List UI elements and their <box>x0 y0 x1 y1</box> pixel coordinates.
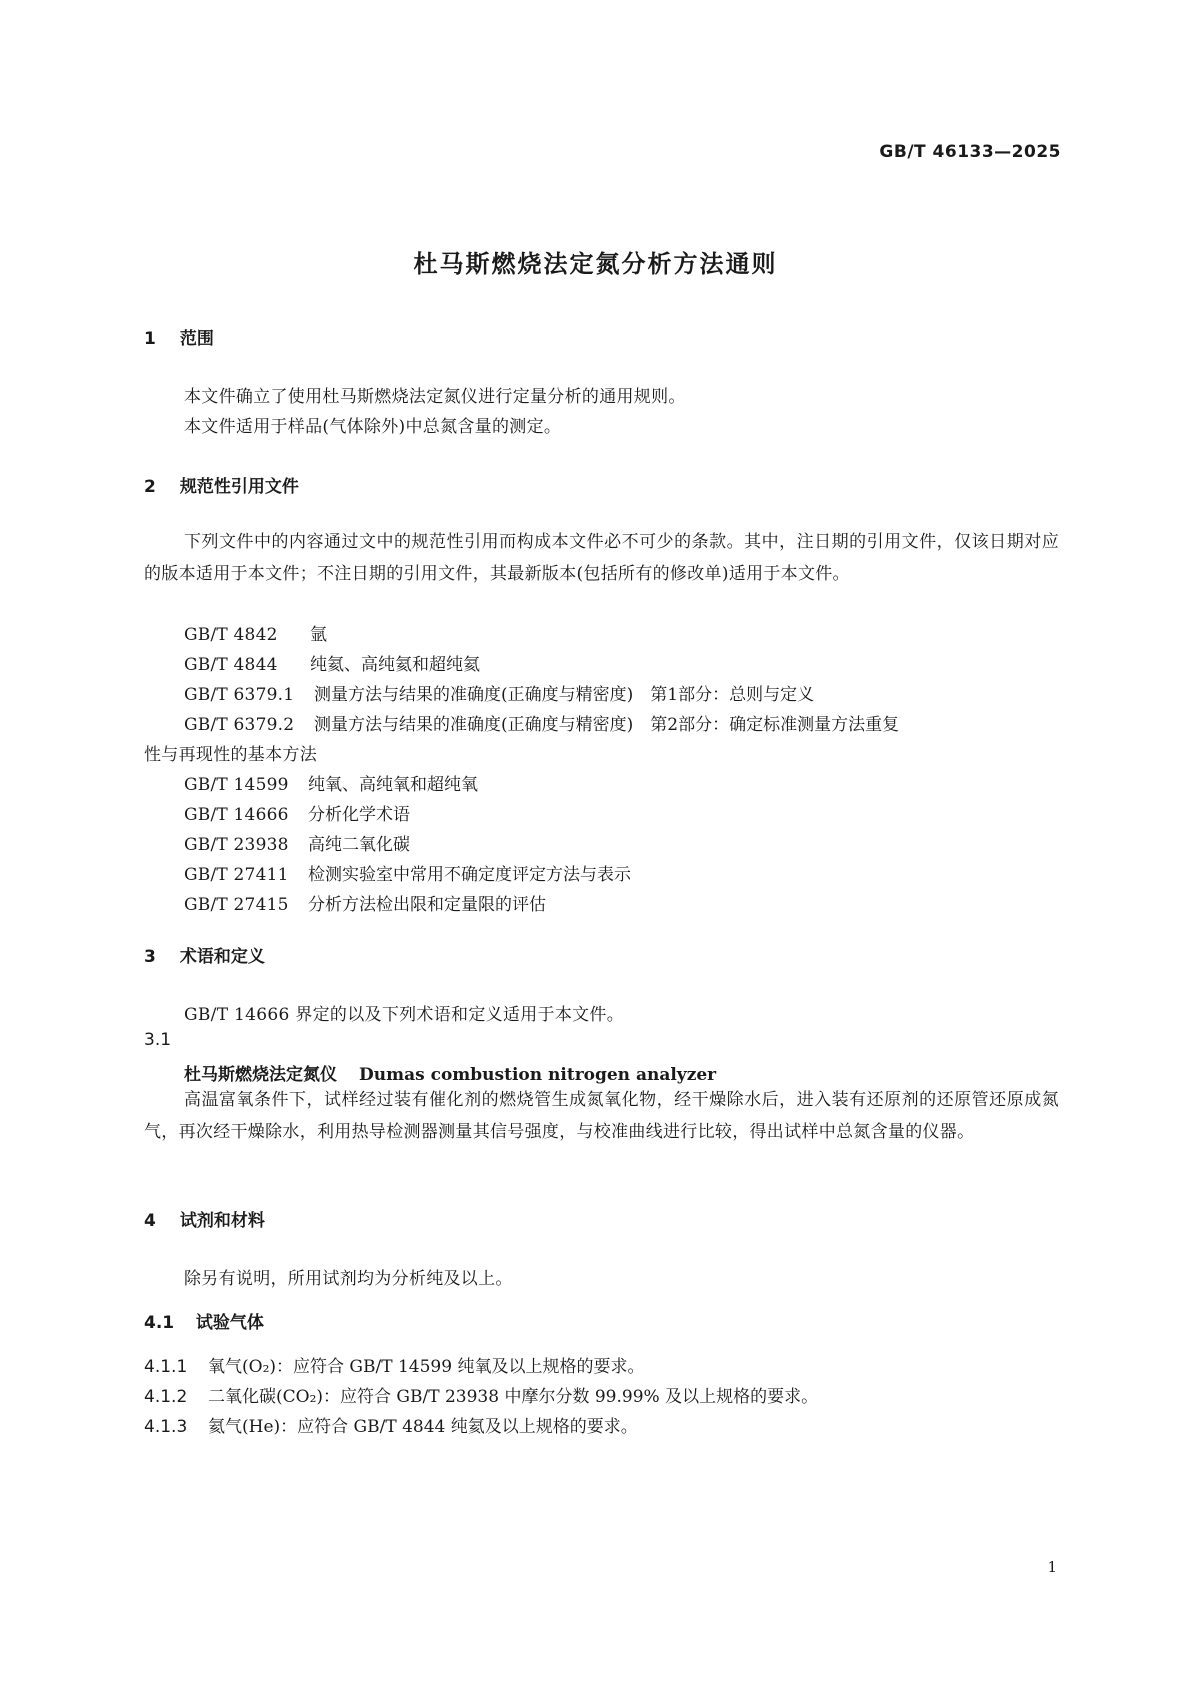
term-number: 3.1 <box>144 1030 172 1050</box>
reference-item <box>184 770 478 795</box>
reference-code: GB/T 14666 <box>184 805 289 825</box>
reference-name: 测量方法与结果的准确度(正确度与精密度) 第2部分：确定标准测量方法重复 <box>314 715 900 735</box>
reference-name: 纯氧、高纯氧和超纯氧 <box>308 775 478 795</box>
term-english: Dumas combustion nitrogen analyzer <box>359 1065 717 1085</box>
section-2-heading <box>144 472 299 497</box>
subsection-4-1-heading <box>144 1308 264 1333</box>
page-number: 1 <box>1047 1558 1057 1576</box>
term-entry <box>184 1060 716 1085</box>
reference-code: GB/T 6379.2 <box>184 715 295 735</box>
subsection-number: 4.1 <box>144 1313 175 1333</box>
reference-code: GB/T 4844 <box>184 655 278 675</box>
clause-number: 4.1.2 <box>144 1387 188 1407</box>
standard-code: GB/T 46133—2025 <box>879 142 1061 162</box>
section-number: 3 <box>144 947 156 967</box>
document-title: 杜马斯燃烧法定氮分析方法通则 <box>413 250 778 278</box>
reference-code: GB/T 4842 <box>184 625 278 645</box>
clause-number: 4.1.1 <box>144 1357 188 1377</box>
reference-item <box>184 860 631 885</box>
term-chinese: 杜马斯燃烧法定氮仪 <box>184 1065 337 1085</box>
reference-item <box>184 680 814 705</box>
normative-references-intro: 下列文件中的内容通过文中的规范性引用而构成本文件必不可少的条款。其中，注日期的引用文件，仅该日期对应的版本适用于本文件；不注日期的引用文件，其最新版本(包括所有的修改单)适用于本文件。 <box>144 532 1059 584</box>
reference-item <box>184 830 410 855</box>
section-number: 4 <box>144 1211 156 1231</box>
reference-code: GB/T 14599 <box>184 775 289 795</box>
reference-name: 纯氦、高纯氦和超纯氦 <box>310 655 480 675</box>
subsection-title: 试验气体 <box>195 1313 264 1333</box>
section-title: 范围 <box>179 329 214 349</box>
reference-name: 高纯二氧化碳 <box>308 835 410 855</box>
scope-line-1: 本文件确立了使用杜马斯燃烧法定氮仪进行定量分析的通用规则。 <box>184 387 686 407</box>
clause-4-1-1 <box>144 1352 644 1377</box>
reagents-intro: 除另有说明，所用试剂均为分析纯及以上。 <box>184 1269 513 1289</box>
section-number: 1 <box>144 329 156 349</box>
term-definition: 高温富氧条件下，试样经过装有催化剂的燃烧管生成氮氧化物，经干燥除水后，进入装有还原剂的还原管还原成氮气，再次经干燥除水，利用热导检测器测量其信号强度，与校准曲线进行比较，得出试样中总氮含量的仪器。 <box>144 1090 1059 1142</box>
reference-item <box>184 710 899 735</box>
reference-name: 分析化学术语 <box>308 805 410 825</box>
reference-item <box>184 800 410 825</box>
section-title: 规范性引用文件 <box>179 477 299 497</box>
clause-text: 氦气(He)：应符合 GB/T 4844 纯氦及以上规格的要求。 <box>208 1417 638 1437</box>
clause-text: 二氧化碳(CO₂)：应符合 GB/T 23938 中摩尔分数 99.99% 及以上规格的要求。 <box>208 1387 819 1407</box>
reference-code: GB/T 27415 <box>184 895 289 915</box>
reference-code: GB/T 27411 <box>184 865 289 885</box>
section-title: 术语和定义 <box>179 947 265 967</box>
reference-code: GB/T 23938 <box>184 835 289 855</box>
clause-4-1-3 <box>144 1412 638 1437</box>
terms-intro: GB/T 14666 界定的以及下列术语和定义适用于本文件。 <box>184 1005 625 1025</box>
section-title: 试剂和材料 <box>179 1211 265 1231</box>
clause-text: 氧气(O₂)：应符合 GB/T 14599 纯氧及以上规格的要求。 <box>208 1357 645 1377</box>
reference-name: 分析方法检出限和定量限的评估 <box>308 895 546 915</box>
reference-item <box>184 890 546 915</box>
reference-name: 氩 <box>310 625 327 645</box>
section-3-heading <box>144 942 265 967</box>
reference-name: 检测实验室中常用不确定度评定方法与表示 <box>308 865 631 885</box>
section-4-heading <box>144 1206 265 1231</box>
section-number: 2 <box>144 477 156 497</box>
reference-item <box>184 650 480 675</box>
section-1-heading <box>144 324 214 349</box>
clause-4-1-2 <box>144 1382 818 1407</box>
scope-line-2: 本文件适用于样品(气体除外)中总氮含量的测定。 <box>184 417 562 437</box>
clause-number: 4.1.3 <box>144 1417 188 1437</box>
reference-name: 测量方法与结果的准确度(正确度与精密度) 第1部分：总则与定义 <box>314 685 815 705</box>
reference-code: GB/T 6379.1 <box>184 685 295 705</box>
reference-item <box>184 620 327 645</box>
reference-continuation: 性与再现性的基本方法 <box>144 745 317 765</box>
